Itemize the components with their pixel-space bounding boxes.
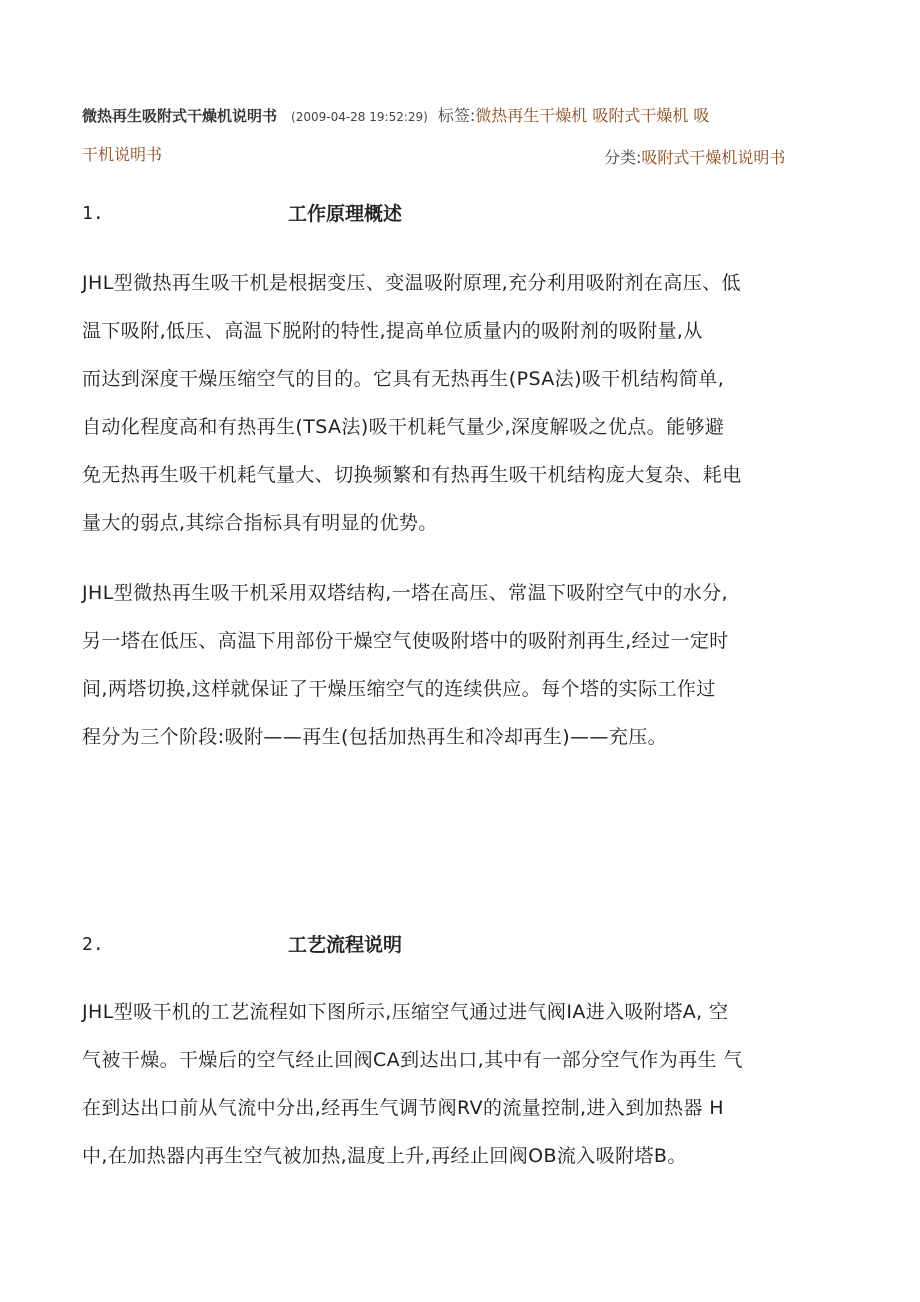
paragraph-structure	[82, 569, 842, 761]
paragraph-process-flow	[82, 988, 842, 1180]
section-heading-2	[82, 929, 822, 961]
paragraph-line: 另一塔在低压、高温下用部份干燥空气使吸附塔中的吸附剂再生,经过一定时	[82, 630, 729, 652]
paragraph-line: 免无热再生吸干机耗气量大、切换频繁和有热再生吸干机结构庞大复杂、耗电	[82, 464, 742, 486]
paragraph-line: JHL型微热再生吸干机是根据变压、变温吸附原理,充分利用吸附剂在高压、低	[82, 272, 741, 294]
category-label: 分类:	[604, 148, 642, 167]
category	[604, 144, 785, 172]
article-header	[82, 102, 852, 130]
paragraph-line: 温下吸附,低压、高温下脱附的特性,提高单位质量内的吸附剂的吸附量,从	[82, 320, 703, 342]
paragraph-line: 间,两塔切换,这样就保证了干燥压缩空气的连续供应。每个塔的实际工作过	[82, 678, 716, 700]
section-heading-1	[82, 198, 822, 230]
tags-label: 标签:	[437, 106, 476, 125]
category-link[interactable]: 吸附式干燥机说明书	[641, 148, 786, 167]
tags-links-continued[interactable]: 干机说明书	[82, 145, 163, 164]
paragraph-line: 程分为三个阶段:吸附——再生(包括加热再生和冷却再生)——充压。	[82, 726, 668, 748]
paragraph-line: 中,在加热器内再生空气被加热,温度上升,再经止回阀OB流入吸附塔B。	[82, 1145, 687, 1167]
article-date: (2009-04-28 19:52:29)	[291, 110, 428, 124]
paragraph-line: JHL型吸干机的工艺流程如下图所示,压缩空气通过进气阀IA进入吸附塔A, 空	[82, 1001, 729, 1023]
paragraph-line: 在到达出口前从气流中分出,经再生气调节阀RV的流量控制,进入到加热器 H	[82, 1097, 724, 1119]
paragraph-principle	[82, 259, 842, 547]
paragraph-line: JHL型微热再生吸干机采用双塔结构,一塔在高压、常温下吸附空气中的水分,	[82, 582, 728, 604]
paragraph-line: 而达到深度干燥压缩空气的目的。它具有无热再生(PSA法)吸干机结构简单,	[82, 368, 725, 390]
tags-links[interactable]: 微热再生干燥机 吸附式干燥机 吸	[475, 106, 710, 125]
section-title: 工作原理概述	[288, 203, 403, 225]
paragraph-line: 气被干燥。干燥后的空气经止回阀CA到达出口,其中有一部分空气作为再生 气	[82, 1049, 743, 1071]
article-title: 微热再生吸附式干燥机说明书	[82, 107, 278, 125]
paragraph-line: 量大的弱点,其综合指标具有明显的优势。	[82, 512, 438, 534]
section-title: 工艺流程说明	[288, 934, 403, 956]
paragraph-line: 自动化程度高和有热再生(TSA法)吸干机耗气量少,深度解吸之优点。能够避	[82, 416, 725, 438]
section-number: 2.	[82, 934, 104, 955]
section-number: 1.	[82, 203, 104, 224]
